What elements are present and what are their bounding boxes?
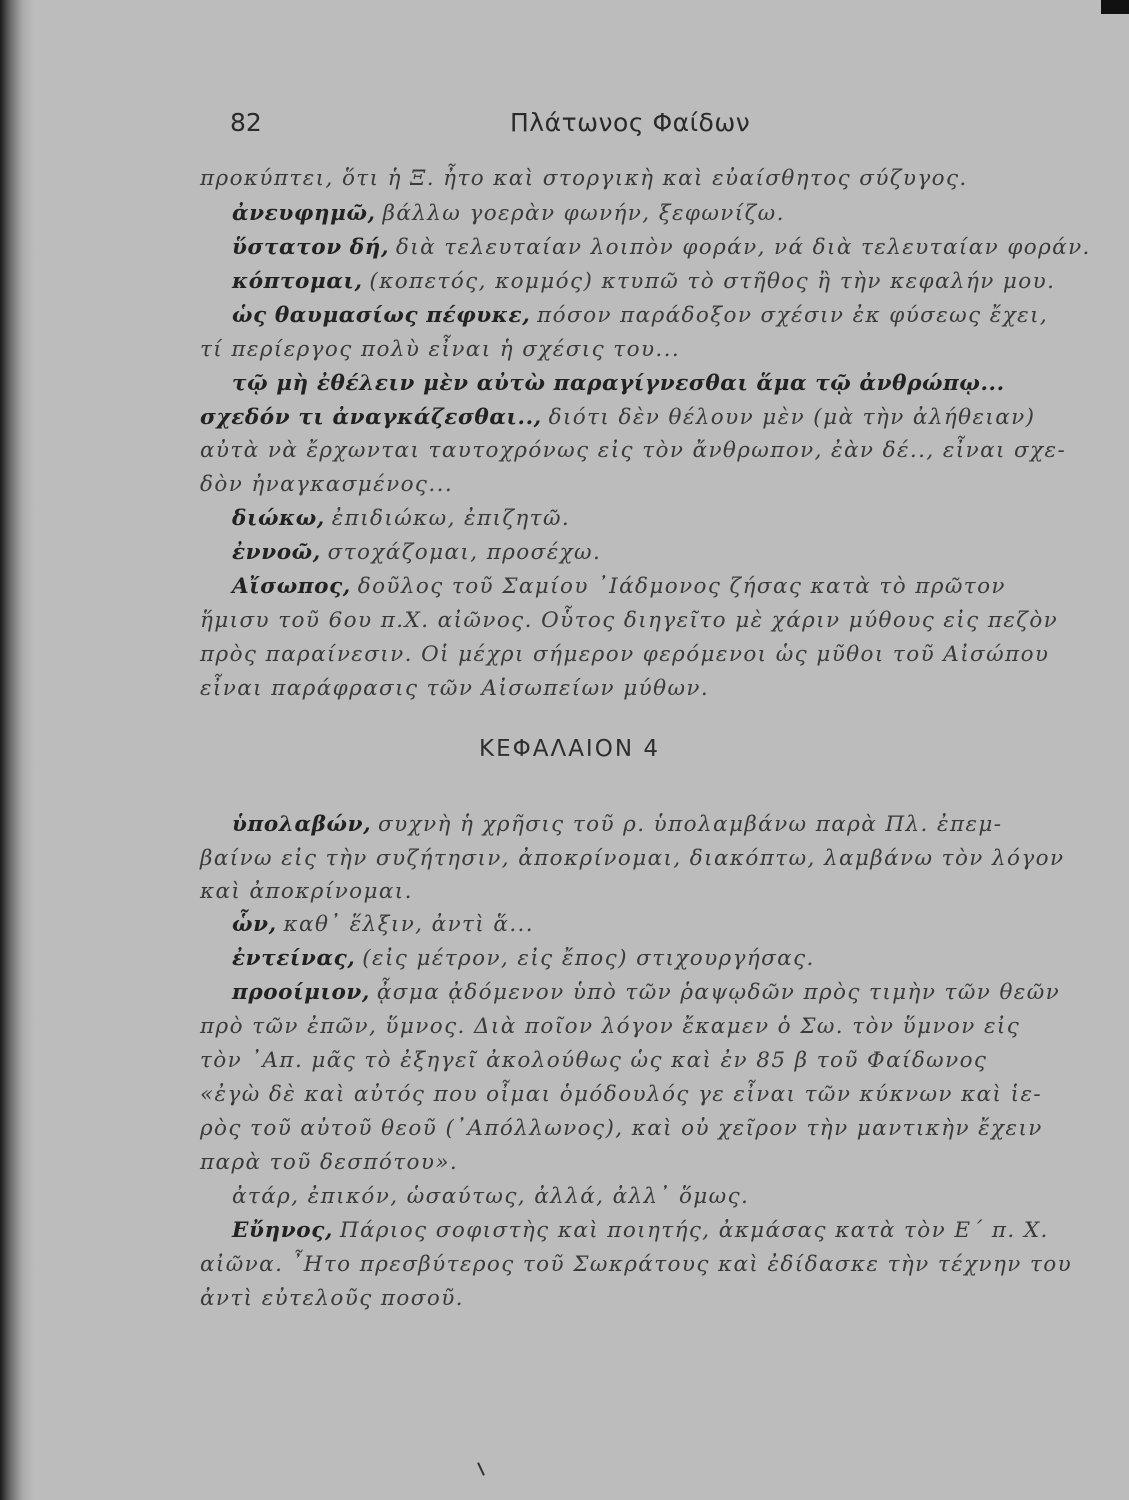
lemma: διώκω, (232, 506, 325, 531)
gloss: καθ᾿ ἕλξιν, ἀντὶ ἅ... (283, 912, 535, 937)
text-line (0, 1218, 1129, 1243)
text-line (0, 1286, 1129, 1311)
gloss: ρὸς τοῦ αὐτοῦ θεοῦ (᾿Απόλλωνος), καὶ οὐ χεῖρον τὴν μαντικὴν ἔχειν (200, 1116, 1043, 1141)
text-line (0, 879, 1129, 904)
text-line (0, 472, 1129, 497)
text-line (0, 1048, 1129, 1073)
text-line (0, 540, 1129, 565)
gloss: (κοπετός, κομμός) κτυπῶ τὸ στῆθος ἢ τὴν κεφαλήν μου. (369, 269, 1056, 294)
gloss: δὸν ἠναγκασμένος... (200, 472, 454, 497)
text-line (0, 946, 1129, 971)
text-line (0, 506, 1129, 531)
lemma: ἀνευφημῶ, (232, 201, 376, 226)
lemma: Εὔηνος, (232, 1218, 333, 1243)
gloss: τὸν ᾿Απ. μᾶς τὸ ἐξηγεῖ ἀκολούθως ὡς καὶ ἐν 85 β τοῦ Φαίδωνος (200, 1048, 988, 1073)
text-line (0, 1116, 1129, 1141)
page-number: 82 (230, 108, 262, 137)
lemma: ὕστατον δή, (232, 235, 390, 260)
text-line (0, 812, 1129, 837)
text-line (0, 980, 1129, 1005)
gloss: «ἐγὼ δὲ καὶ αὐτός που οἶμαι ὁμόδουλός γε εἶναι τῶν κύκνων καὶ ἱε- (200, 1082, 1043, 1107)
gloss: (εἰς μέτρον, εἰς ἔπος) στιχουργήσας. (362, 946, 815, 971)
gloss: Πάριος σοφιστὴς καὶ ποιητής, ἀκμάσας κατὰ τὸν Ε΄ π. Χ. (339, 1218, 1049, 1243)
text-line (0, 371, 1129, 396)
text-line (0, 1252, 1129, 1277)
gloss: στοχάζομαι, προσέχω. (327, 540, 602, 565)
text-line (0, 235, 1129, 260)
text-line (0, 337, 1129, 362)
lemma: προοίμιον, (232, 980, 371, 1005)
text-line (0, 642, 1129, 667)
text-line (0, 676, 1129, 701)
text-line (0, 166, 1129, 191)
gloss: αἰῶνα. ῏Ητο πρεσβύτερος τοῦ Σωκράτους καὶ ἐδίδασκε τὴν τέχνην του (200, 1252, 1073, 1277)
lemma: τῷ μὴ ἐθέλειν μὲν αὐτὼ παραγίγνεσθαι ἅμα τῷ ἀνθρώπῳ... (232, 371, 1005, 396)
gloss: καὶ ἀποκρίνομαι. (200, 879, 413, 904)
gloss: δοῦλος τοῦ Σαμίου ᾿Ιάδμονος ζήσας κατὰ τὸ πρῶτον (357, 574, 1006, 599)
gloss: ᾆσμα ᾀδόμενον ὑπὸ τῶν ῥαψῳδῶν πρὸς τιμὴν τῶν θεῶν (376, 980, 1061, 1005)
text-line (0, 201, 1129, 226)
gloss: βαίνω εἰς τὴν συζήτησιν, ἀποκρίνομαι, διακόπτω, λαμβάνω τὸν λόγον (200, 846, 1065, 871)
gloss: εἶναι παράφρασις τῶν Αἰσωπείων μύθων. (200, 676, 710, 701)
gloss: προκύπτει, ὅτι ἡ Ξ. ἦτο καὶ στοργικὴ καὶ εὐαίσθητος σύζυγος. (200, 166, 968, 191)
gloss: ἥμισυ τοῦ 6ου π.Χ. αἰῶνος. Οὗτος διηγεῖτο μὲ χάριν μύθους εἰς πεζὸν (200, 608, 1059, 633)
gloss: βάλλω γοερὰν φωνήν, ξεφωνίζω. (382, 201, 785, 226)
gloss: πρὸ τῶν ἐπῶν, ὕμνος. Διὰ ποῖον λόγον ἔκαμεν ὁ Σω. τὸν ὕμνον εἰς (200, 1014, 1021, 1039)
lemma: κόπτομαι, (232, 269, 363, 294)
text-line (0, 912, 1129, 937)
gloss: συχνὴ ἡ χρῆσις τοῦ ρ. ὑπολαμβάνω παρὰ Πλ. ἐπεμ- (378, 812, 1003, 837)
chapter-heading: ΚΕΦΑΛΑΙΟΝ 4 (479, 736, 660, 762)
running-title: Πλάτωνος Φαίδων (510, 108, 751, 137)
lemma: σχεδόν τι ἀναγκάζεσθαι.., (200, 405, 542, 430)
text-line (0, 846, 1129, 871)
text-line (0, 1150, 1129, 1175)
gloss: πόσον παράδοξον σχέσιν ἐκ φύσεως ἔχει, (537, 303, 1049, 328)
text-line (0, 1082, 1129, 1107)
text-line (0, 269, 1129, 294)
gloss: τί περίεργος πολὺ εἶναι ἡ σχέσις του... (200, 337, 681, 362)
gloss: διὰ τελευταίαν λοιπὸν φοράν, νά διὰ τελευταίαν φοράν. (395, 235, 1091, 260)
gloss: πρὸς παραίνεσιν. Οἱ μέχρι σήμερον φερόμενοι ὡς μῦθοι τοῦ Αἰσώπου (200, 642, 1050, 667)
text-line (0, 574, 1129, 599)
text-line (0, 438, 1129, 463)
lemma: ἐντείνας, (232, 946, 356, 971)
text-line (0, 1014, 1129, 1039)
lemma: ἐννοῶ, (232, 540, 321, 565)
gloss: αὐτὰ νὰ ἔρχωνται ταυτοχρόνως εἰς τὸν ἄνθρωπον, ἐὰν δέ.., εἶναι σχε- (200, 438, 1067, 463)
scan-corner (1101, 0, 1129, 14)
gloss: ἀτάρ, ἐπικόν, ὡσαύτως, ἀλλά, ἀλλ᾿ ὅμως. (232, 1184, 750, 1209)
text-line (0, 1184, 1129, 1209)
gloss: παρὰ τοῦ δεσπότου». (200, 1150, 459, 1175)
lemma: ὡς θαυμασίως πέφυκε, (232, 303, 531, 328)
text-line (0, 608, 1129, 633)
text-line (0, 303, 1129, 328)
gloss: ἐπιδιώκω, ἐπιζητῶ. (331, 506, 571, 531)
gloss: ἀντὶ εὐτελοῦς ποσοῦ. (200, 1286, 464, 1311)
text-line (0, 405, 1129, 430)
lemma: ὑπολαβών, (232, 812, 372, 837)
lemma: Αἴσωπος, (232, 574, 351, 599)
gloss: διότι δὲν θέλουν μὲν (μὰ τὴν ἀλήθειαν) (548, 405, 1036, 430)
page-header (0, 108, 1129, 148)
lemma: ὧν, (232, 912, 277, 937)
stray-ink-mark (477, 1462, 485, 1476)
